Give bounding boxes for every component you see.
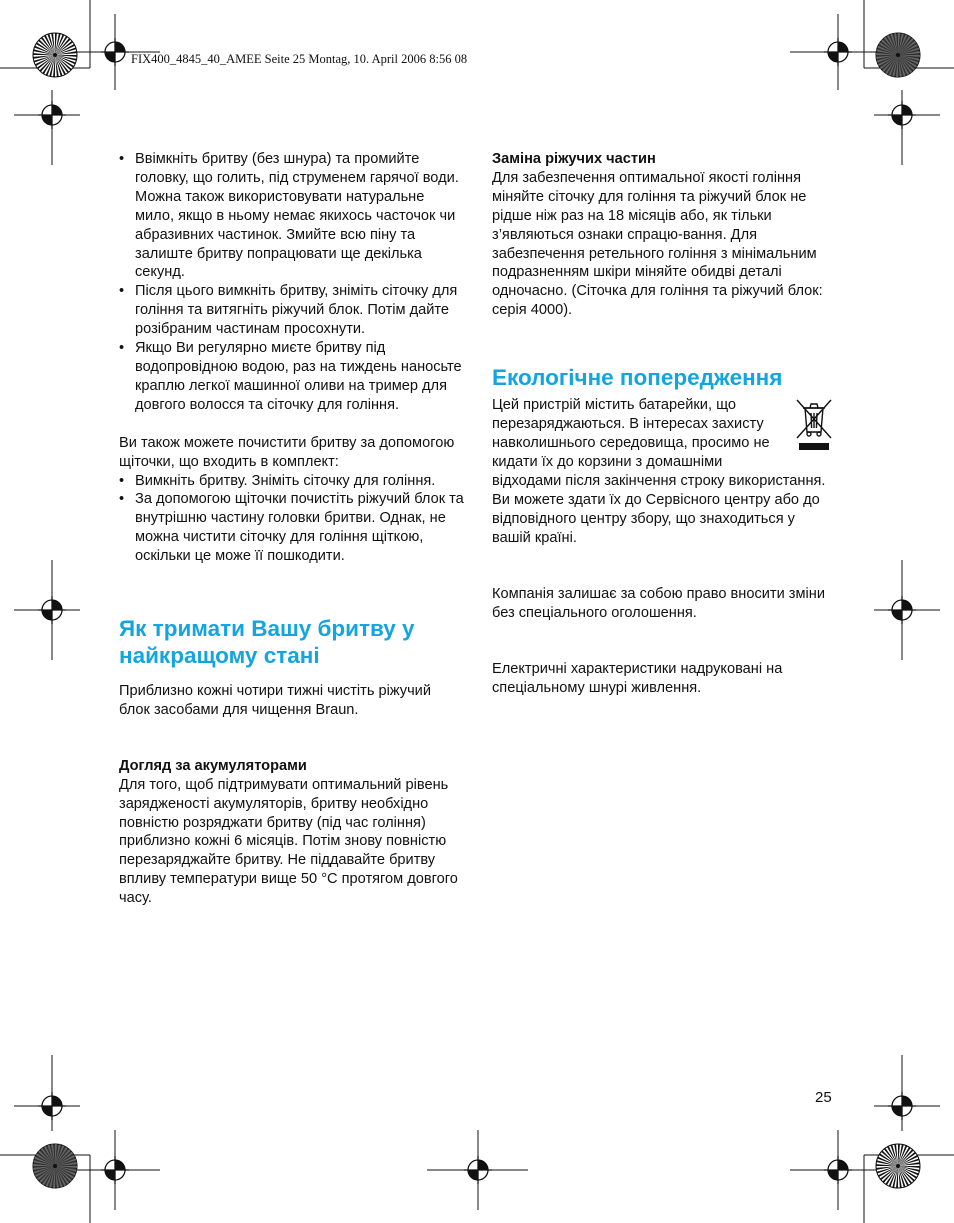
battery-heading: Догляд за акумуляторами xyxy=(119,757,307,774)
starburst-target-icon xyxy=(876,33,920,77)
starburst-target-icon xyxy=(33,33,77,77)
registration-mark-icon xyxy=(101,38,129,66)
list-item: • Якщо Ви регулярно миєте бритву під водопровідною водою, раз на тиждень наносьте краплю легкої машинної оливи на тример для довгого волосся та сіточку для гоління. xyxy=(119,339,465,415)
right-column xyxy=(492,150,837,698)
registration-mark-icon xyxy=(38,1092,66,1120)
parts-text: Для забезпечення оптимальної якості гоління міняйте сіточку для гоління та ріжучий блок не рідше ніж раз на 18 місяців або, як тільки з’являються ознаки спрацю-вання. Для забезпечення ретельного гоління з мінімальним подразненням шкіри міняйте обидві деталі одночасно. (Сіточка для гоління та ріжучий блок: серія 4000). xyxy=(492,169,823,319)
registration-mark-icon xyxy=(888,101,916,129)
brush-intro: Ви також можете почистити бритву за допомогою щіточки, що входить в комплект: xyxy=(119,434,455,470)
list-item: • Вимкніть бритву. Зніміть сіточку для гоління. xyxy=(119,472,465,491)
eco-block xyxy=(492,396,837,547)
registration-mark-icon xyxy=(824,1156,852,1184)
left-column xyxy=(119,150,465,908)
registration-mark-icon xyxy=(888,1092,916,1120)
page-number: 25 xyxy=(815,1089,832,1106)
registration-mark-icon xyxy=(38,101,66,129)
eco-text: Цей пристрій містить батарейки, що перезаряджаються. В інтересах захисту навколишнього середовища, просимо не кидати їх до корзини з домашніми відходами після закінчення строку використання. Ви можете здати їх до Сервісного центру або до відповідного центру збору, що знаходиться у вашій країні. xyxy=(492,397,826,546)
parts-heading: Заміна ріжучих частин xyxy=(492,151,656,167)
registration-mark-icon xyxy=(464,1156,492,1184)
list-item: • Ввімкніть бритву (без шнура) та промийте головку, що голить, під струменем гарячої води. Можна також використовувати натуральне мило, якщо в ньому немає якихось часточок чи абразивних частинок. Змийте всю піну та залиште бритву попрацювати ще декілька секунд. xyxy=(119,150,465,282)
rinse-instructions-list xyxy=(119,150,465,415)
battery-text: Для того, щоб підтримувати оптимальний рівень зарядженості акумуляторів, бритву необхідно повністю розряджати бритву (під час гоління) приблизно кожні 6 місяців. Потім знову повністю перезаряджайте бритву. Не піддавайте бритву впливу температури вище 50 °C протягом довгого часу. xyxy=(119,776,458,907)
section-title-eco: Екологічне попередження xyxy=(492,365,783,391)
electrical-text: Електричні характеристики надруковані на спеціальному шнурі живлення. xyxy=(492,661,783,697)
registration-mark-icon xyxy=(38,596,66,624)
notice-text: Компанія залишає за собою право вносити зміни без спеціального оголошення. xyxy=(492,586,825,622)
registration-mark-icon xyxy=(824,38,852,66)
section-title-care: Як тримати Вашу бритву у найкращому стані xyxy=(119,616,415,669)
list-item: • За допомогою щіточки почистіть ріжучий блок та внутрішню частину головки бритви. Однак, не можна чистити сіточку для гоління щіткою, оскільки це може її пошкодити. xyxy=(119,490,465,566)
list-item: • Після цього вимкніть бритву, зніміть сіточку для гоління та витягніть ріжучий блок. Потім дайте розібраним частинам просохнути. xyxy=(119,282,465,339)
registration-mark-icon xyxy=(888,596,916,624)
crossed-out-wheelie-bin-icon xyxy=(794,396,834,452)
registration-mark-icon xyxy=(101,1156,129,1184)
starburst-target-icon xyxy=(33,1144,77,1188)
brush-instructions-list xyxy=(119,472,465,567)
cleaning-text: Приблизно кожні чотири тижні чистіть ріжучий блок засобами для чищення Braun. xyxy=(119,683,431,718)
starburst-target-icon xyxy=(876,1144,920,1188)
print-header: FIX400_4845_40_AMEE Seite 25 Montag, 10. April 2006 8:56 08 xyxy=(131,52,468,66)
